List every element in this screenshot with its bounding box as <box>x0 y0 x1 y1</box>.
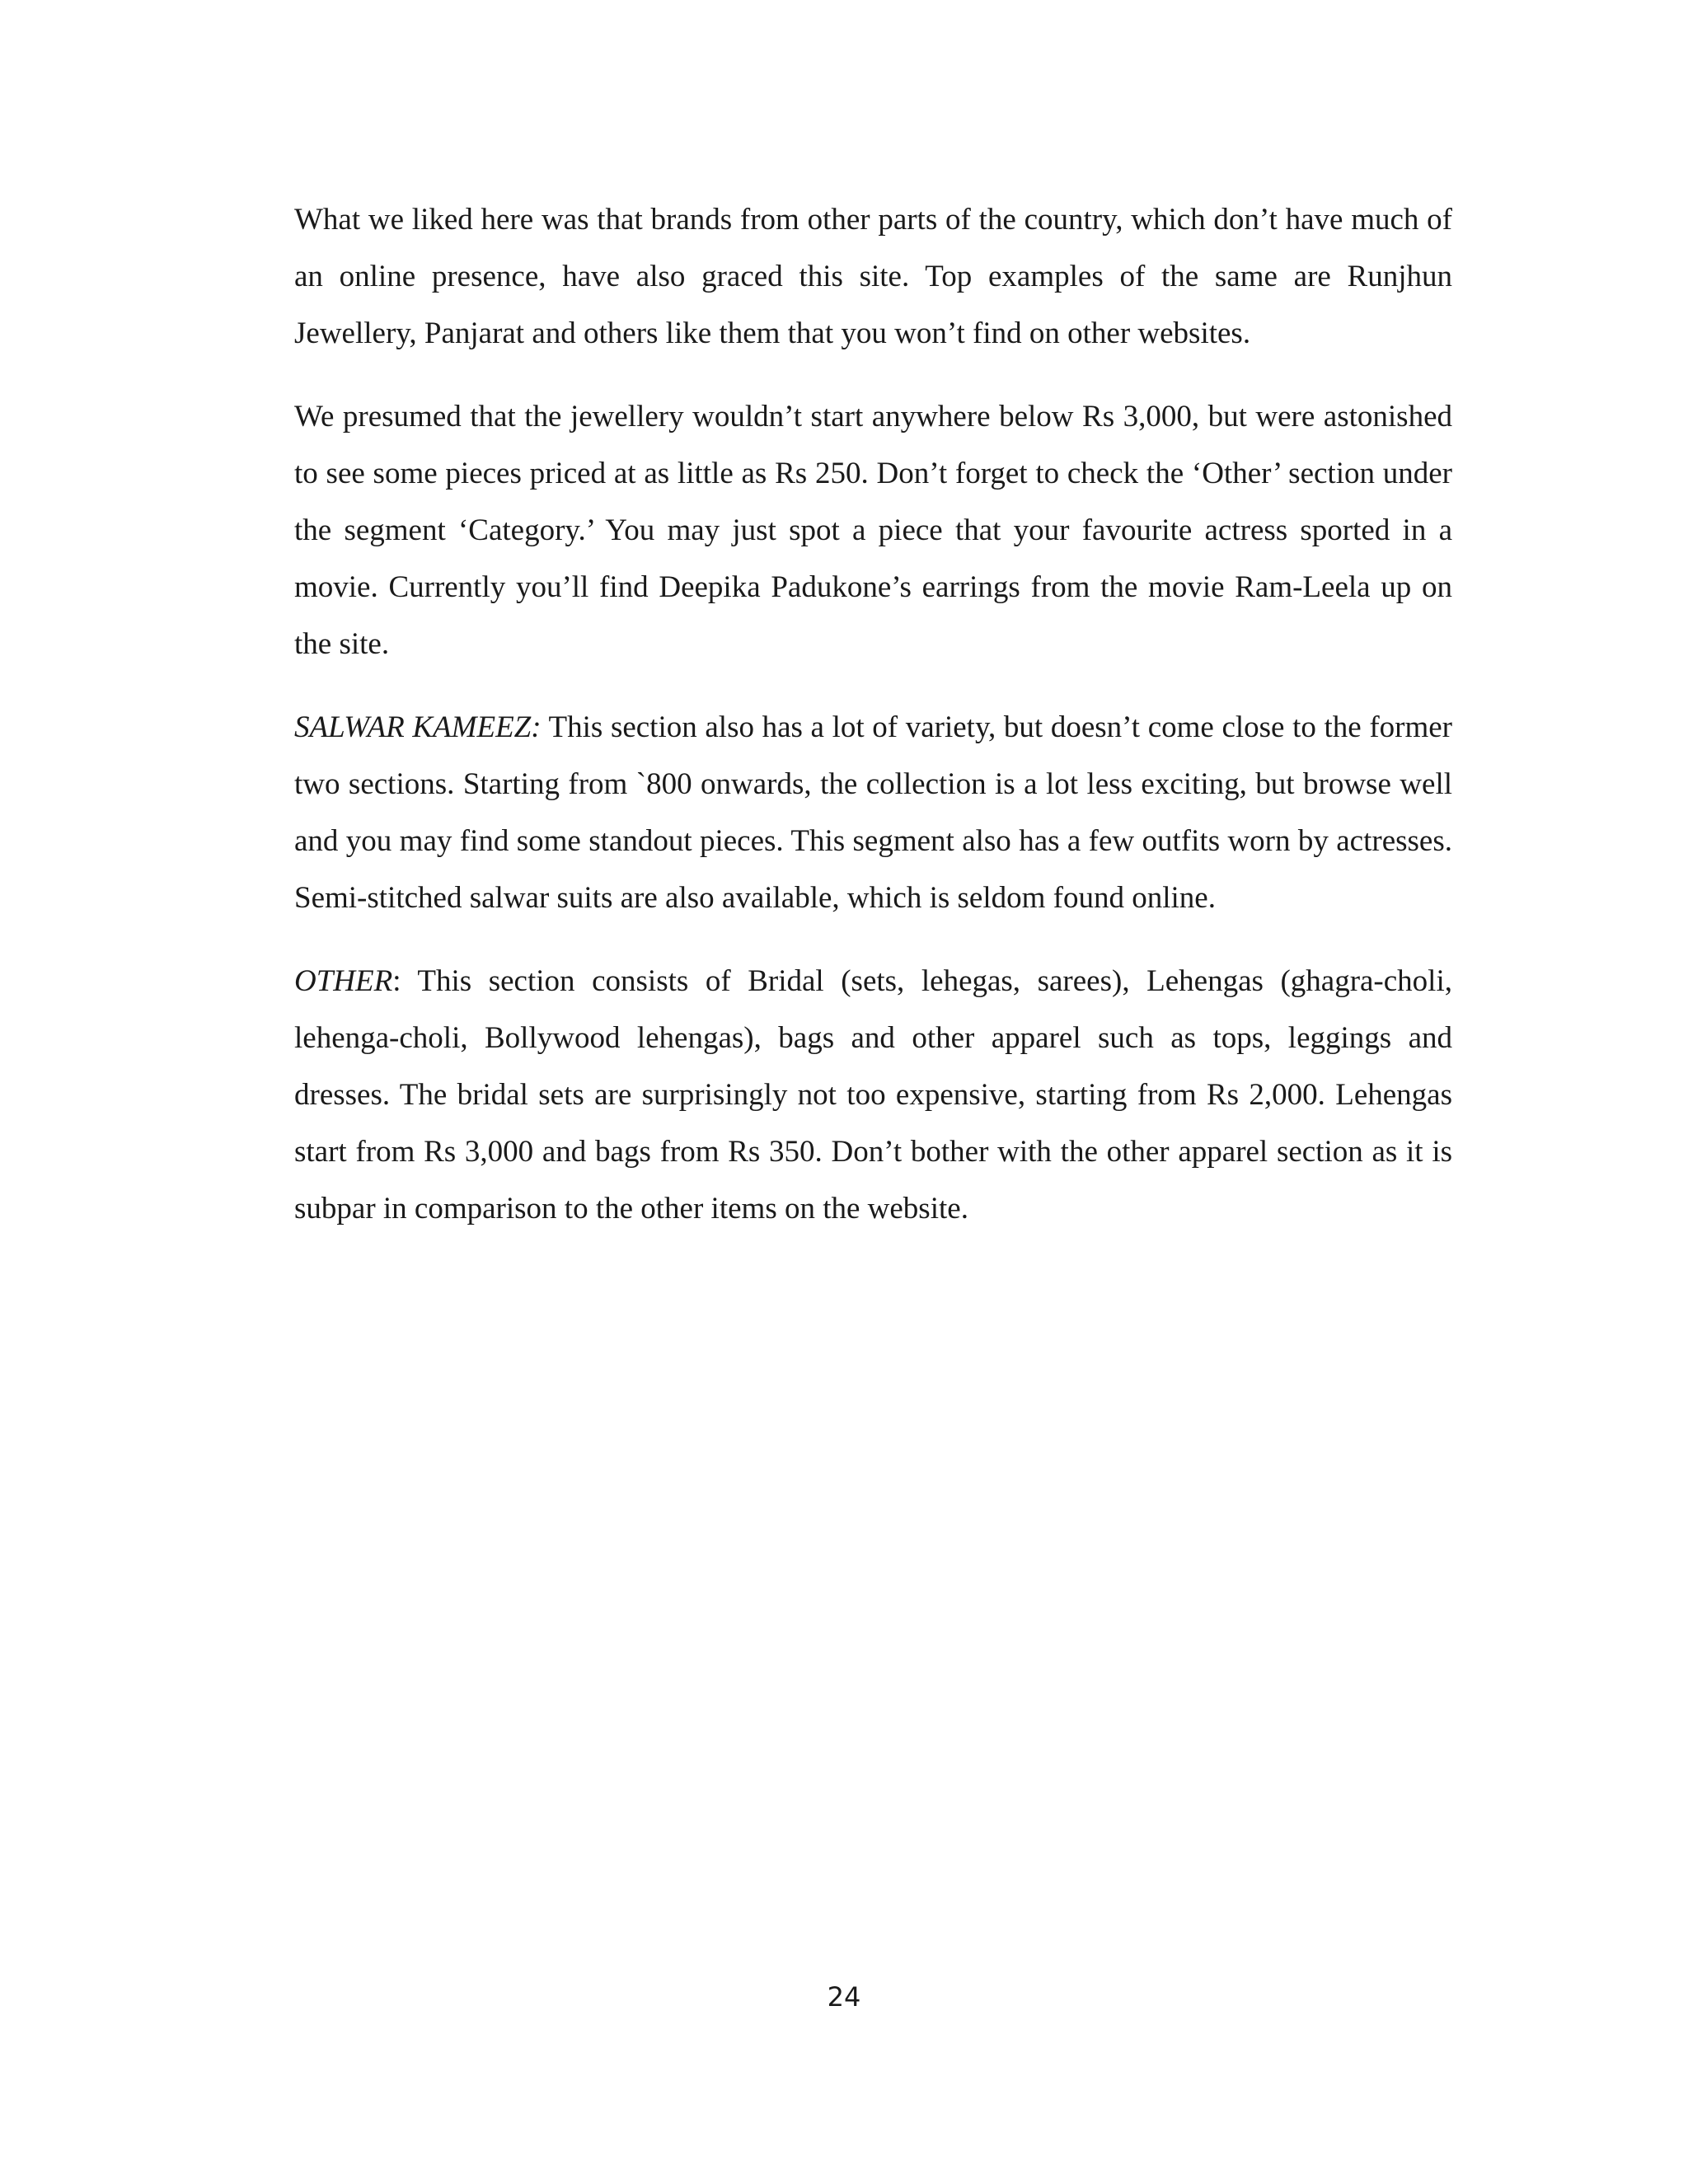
body-text <box>294 191 1452 1263</box>
section-label: OTHER <box>294 964 393 998</box>
paragraph-other <box>294 953 1452 1237</box>
paragraph-text: : This section consists of Bridal (sets, lehegas, sarees), Lehengas (ghagra-choli, lehenga-choli, Bollywood lehengas), bags and other apparel such as tops, leggings and dresses. The bridal sets are surprisingly not too expensive, starting from Rs 2,000. Lehengas start from Rs 3,000 and bags from Rs 350. Don’t bother with the other apparel section as it is subpar in comparison to the other items on the website. <box>294 964 1452 1226</box>
paragraph-salwar-kameez <box>294 699 1452 926</box>
paragraph-jewellery-prices <box>294 388 1452 673</box>
page-number: 24 <box>827 1981 861 2013</box>
paragraph-text: What we liked here was that brands from other parts of the country, which don’t have much of an online presence, have also graced this site. Top examples of the same are Runjhun Jewellery, Panjarat and others like them that you won’t find on other websites. <box>294 203 1452 350</box>
paragraph-text: We presumed that the jewellery wouldn’t start anywhere below Rs 3,000, but were astonished to see some pieces priced at as little as Rs 250. Don’t forget to check the ‘Other’ section under the segment ‘Category.’ You may just spot a piece that your favourite actress sported in a movie. Currently you’ll find Deepika Padukone’s earrings from the movie Ram-Leela up on the site. <box>294 400 1452 661</box>
paragraph-brands <box>294 191 1452 362</box>
section-label: SALWAR KAMEEZ: <box>294 710 542 744</box>
paragraph-text: This section also has a lot of variety, but doesn’t come close to the former two sections. Starting from `800 onwards, the collection is a lot less exciting, but browse well and you may find some standout pieces. This segment also has a few outfits worn by actresses. Semi-stitched salwar suits are also available, which is seldom found online. <box>294 710 1452 915</box>
